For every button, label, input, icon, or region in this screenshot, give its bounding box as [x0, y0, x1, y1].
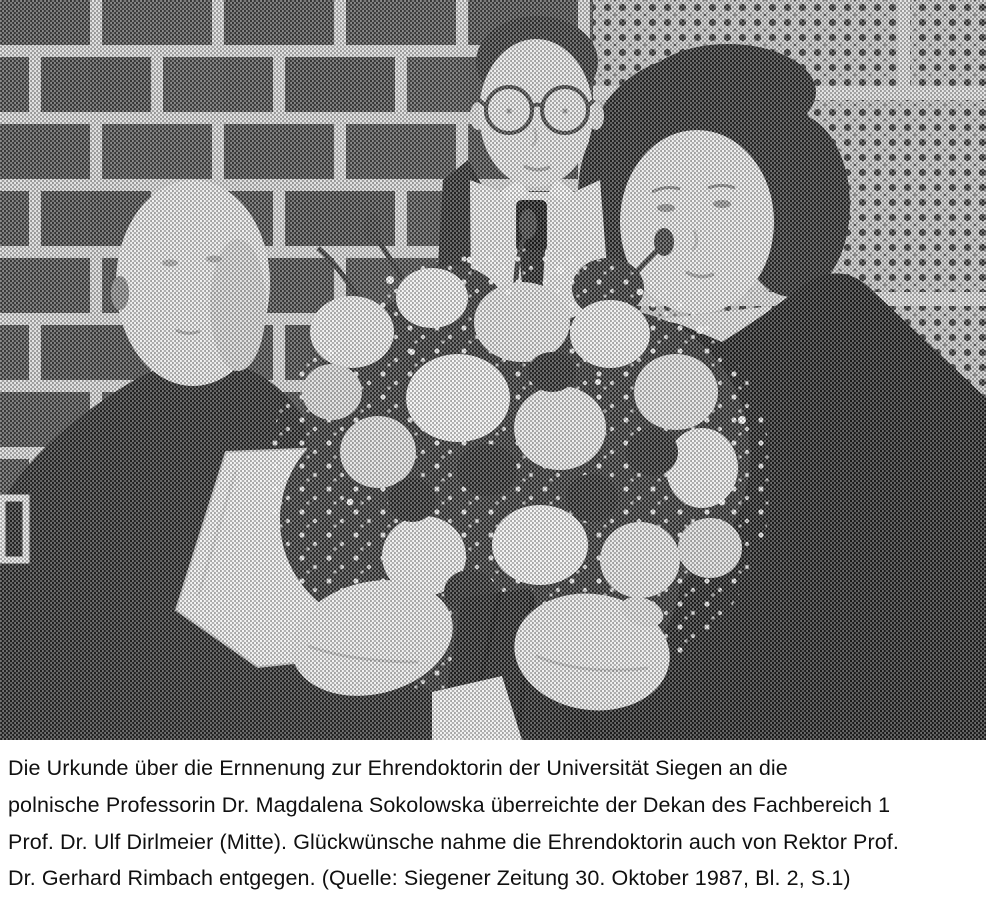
caption-line-2: polnische Professorin Dr. Magdalena Sokolowska überreichte der Dekan des Fachbereich 1: [8, 792, 891, 817]
man-face: [479, 39, 593, 187]
caption-line-1: Die Urkunde über die Ernnenung zur Ehrendoktorin der Universität Siegen an die: [8, 756, 788, 780]
photo-caption: [8, 750, 984, 897]
caption-line-3: Prof. Dr. Ulf Dirlmeier (Mitte). Glückwünsche nahme die Ehrendoktorin auch von Rektor Prof.: [8, 829, 899, 854]
left-man-ear: [111, 276, 129, 310]
caption-line-4: Dr. Gerhard Rimbach entgegen. (Quelle: Siegener Zeitung 30. Oktober 1987, Bl. 2, S.1): [8, 866, 851, 891]
